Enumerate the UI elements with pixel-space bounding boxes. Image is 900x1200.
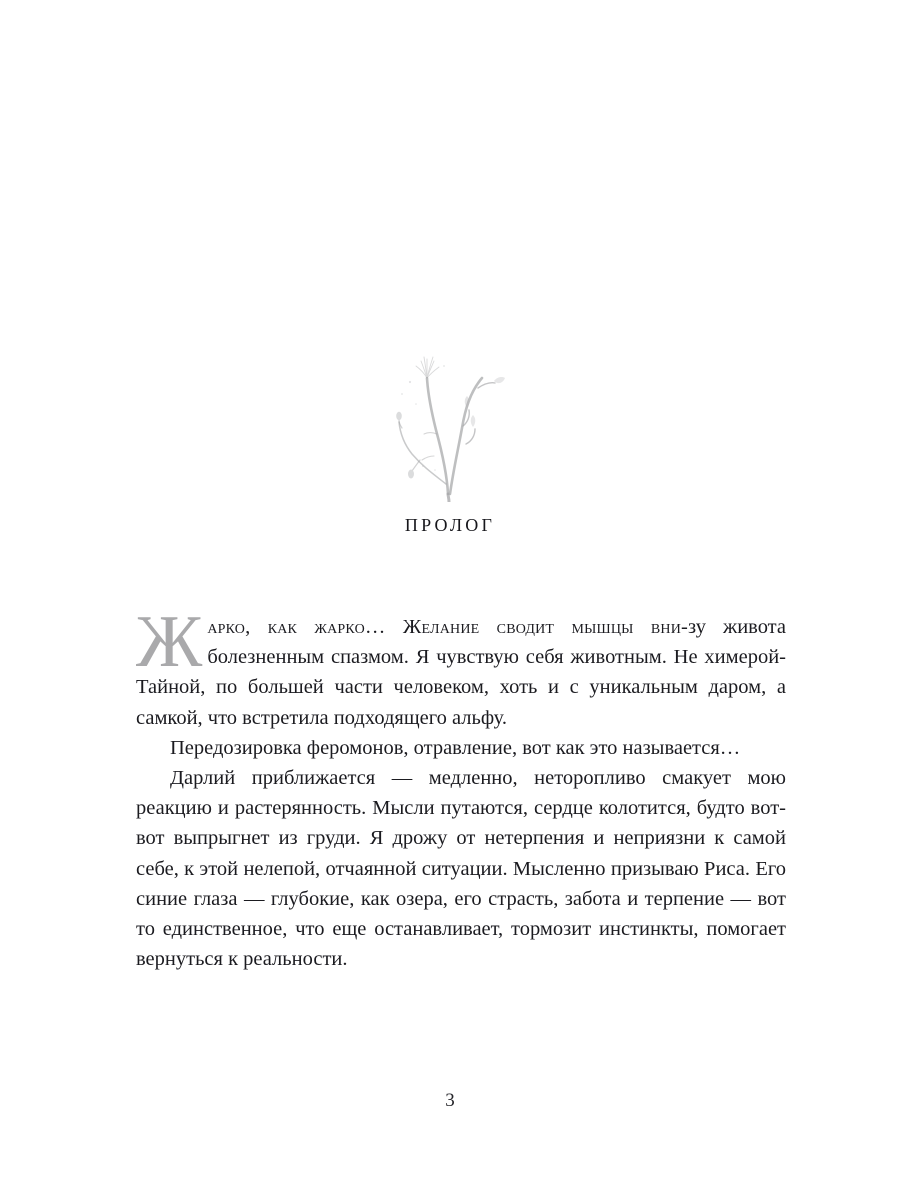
opening-small-caps: арко, как жарко… Желание сводит мышцы вни- xyxy=(207,616,689,638)
paragraph: Передозировка феромонов, отравление, вот как это называется… xyxy=(170,736,741,759)
body-text-block xyxy=(136,601,786,974)
page-title: пролог xyxy=(404,510,496,537)
chapter-opener xyxy=(0,352,900,538)
botanical-sprig-ornament xyxy=(390,352,510,502)
paragraph-opening xyxy=(136,601,786,733)
page-number: 3 xyxy=(445,1090,455,1111)
drop-cap: Ж xyxy=(136,601,203,683)
paragraph-text: зу живота болезненным спазмом. Я чувствую себя животным. Не химерой-Тайной, по большей части человеком, хоть и с уникальным даром, а самкой, что встретила подходящего альфу. xyxy=(136,616,786,729)
paragraph: Дарлий приближается — медленно, неторопливо смакует мою реакцию и растерянность. Мысли путаются, сердце колотится, будто вот-вот выпрыгнет из груди. Я дрожу от нетерпения и неприязни к самой себе, к этой нелепой, отчаянной ситуации. Мысленно призываю Риса. Его синие глаза — глубокие, как озера, его страсть, забота и терпение — вот то единственное, что еще останавливает, тормозит инстинкты, помогает вернуться к реальности. xyxy=(136,767,786,971)
